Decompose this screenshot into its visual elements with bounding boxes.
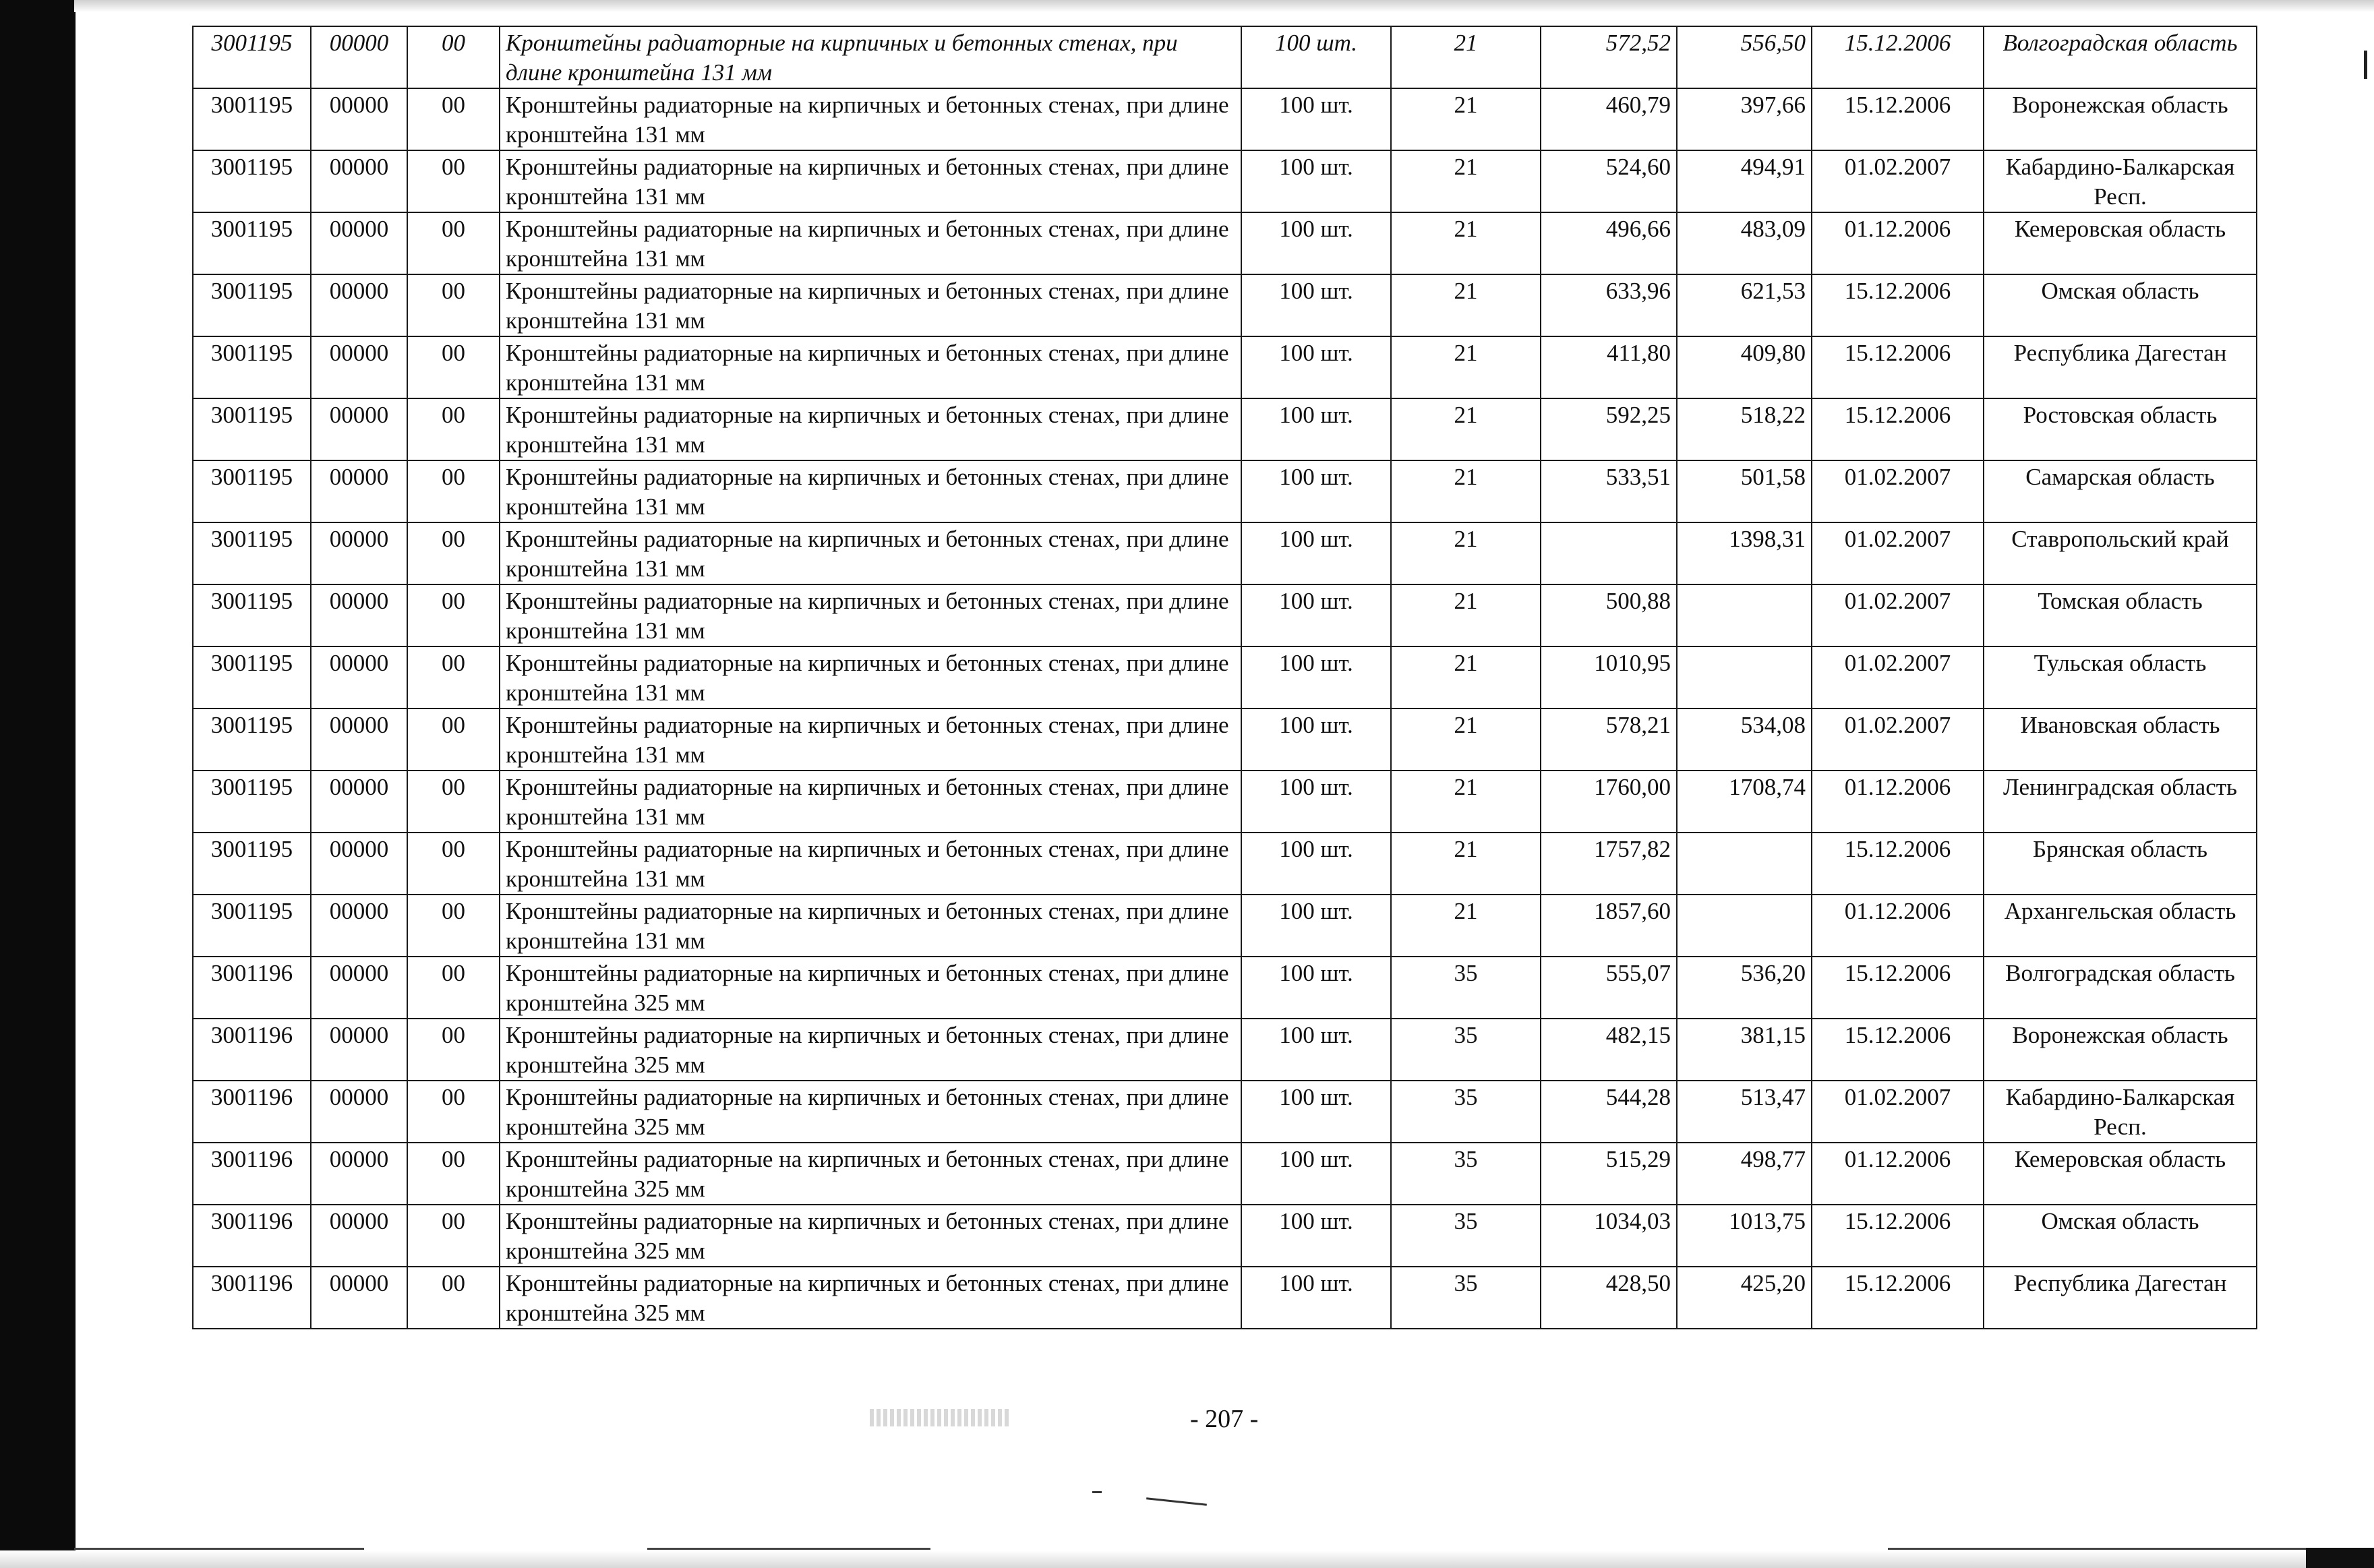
quantity-cell: 35 xyxy=(1391,957,1541,1019)
date-cell: 01.02.2007 xyxy=(1812,584,1984,646)
code-cell: 3001196 xyxy=(193,1019,311,1081)
scan-smudge xyxy=(870,1409,1011,1426)
subcode-cell: 00000 xyxy=(311,1019,407,1081)
region-cell: Кабардино-Балкарская Респ. xyxy=(1984,150,2257,212)
code-cell: 3001196 xyxy=(193,957,311,1019)
unit-cell: 100 шт. xyxy=(1241,1081,1391,1143)
scan-footer-line xyxy=(1888,1548,2306,1550)
code-cell: 3001195 xyxy=(193,833,311,895)
region-cell: Кемеровская область xyxy=(1984,1143,2257,1205)
date-cell: 01.02.2007 xyxy=(1812,646,1984,708)
unit-cell: 100 шт. xyxy=(1241,1267,1391,1329)
code-cell: 3001196 xyxy=(193,1143,311,1205)
date-cell: 01.02.2007 xyxy=(1812,150,1984,212)
price-cell-2: 518,22 xyxy=(1677,398,1812,460)
quantity-cell: 35 xyxy=(1391,1143,1541,1205)
description-cell: Кронштейны радиаторные на кирпичных и бетонных стенах, при длине кронштейна 325 мм xyxy=(500,1267,1241,1329)
price-cell-2: 621,53 xyxy=(1677,274,1812,336)
price-cell-2 xyxy=(1677,833,1812,895)
price-cell-2: 483,09 xyxy=(1677,212,1812,274)
scan-corner-mark xyxy=(2306,1548,2374,1568)
price-cell-2 xyxy=(1677,895,1812,957)
quantity-cell: 35 xyxy=(1391,1205,1541,1267)
price-cell-1: 524,60 xyxy=(1541,150,1677,212)
table-row xyxy=(193,26,2257,88)
price-table xyxy=(192,26,2257,1329)
region-cell: Воронежская область xyxy=(1984,88,2257,150)
quantity-cell: 21 xyxy=(1391,771,1541,833)
price-cell-2: 498,77 xyxy=(1677,1143,1812,1205)
scan-left-edge xyxy=(0,0,76,1568)
unit-cell: 100 шт. xyxy=(1241,150,1391,212)
date-cell: 15.12.2006 xyxy=(1812,1205,1984,1267)
description-cell: Кронштейны радиаторные на кирпичных и бетонных стенах, при длине кронштейна 131 мм xyxy=(500,771,1241,833)
subcode-cell: 00000 xyxy=(311,957,407,1019)
price-cell-1: 572,52 xyxy=(1541,26,1677,88)
date-cell: 01.12.2006 xyxy=(1812,1143,1984,1205)
price-cell-1: 555,07 xyxy=(1541,957,1677,1019)
table-row xyxy=(193,646,2257,708)
price-cell-1: 515,29 xyxy=(1541,1143,1677,1205)
region-cell: Брянская область xyxy=(1984,833,2257,895)
unit-cell: 100 шт. xyxy=(1241,212,1391,274)
region-cell: Волгоградская область xyxy=(1984,26,2257,88)
code-cell: 3001195 xyxy=(193,522,311,584)
date-cell: 01.02.2007 xyxy=(1812,708,1984,771)
region-cell: Республика Дагестан xyxy=(1984,336,2257,398)
description-cell: Кронштейны радиаторные на кирпичных и бетонных стенах, при длине кронштейна 131 мм xyxy=(500,708,1241,771)
table-row xyxy=(193,833,2257,895)
code-cell: 3001196 xyxy=(193,1267,311,1329)
date-cell: 15.12.2006 xyxy=(1812,957,1984,1019)
code-cell: 3001195 xyxy=(193,150,311,212)
quantity-cell: 21 xyxy=(1391,833,1541,895)
number-cell: 00 xyxy=(407,895,500,957)
subcode-cell: 00000 xyxy=(311,212,407,274)
description-cell: Кронштейны радиаторные на кирпичных и бетонных стенах, при длине кронштейна 131 мм xyxy=(500,646,1241,708)
table-row xyxy=(193,522,2257,584)
code-cell: 3001195 xyxy=(193,895,311,957)
region-cell: Омская область xyxy=(1984,1205,2257,1267)
description-cell: Кронштейны радиаторные на кирпичных и бетонных стенах, при длине кронштейна 131 мм xyxy=(500,584,1241,646)
number-cell: 00 xyxy=(407,398,500,460)
quantity-cell: 21 xyxy=(1391,646,1541,708)
unit-cell: 100 шт. xyxy=(1241,584,1391,646)
price-cell-1: 496,66 xyxy=(1541,212,1677,274)
region-cell: Ленинградская область xyxy=(1984,771,2257,833)
region-cell: Архангельская область xyxy=(1984,895,2257,957)
description-cell: Кронштейны радиаторные на кирпичных и бетонных стенах, при длине кронштейна 131 мм xyxy=(500,522,1241,584)
subcode-cell: 00000 xyxy=(311,274,407,336)
unit-cell: 100 шт. xyxy=(1241,833,1391,895)
number-cell: 00 xyxy=(407,274,500,336)
quantity-cell: 21 xyxy=(1391,708,1541,771)
description-cell: Кронштейны радиаторные на кирпичных и бетонных стенах, при длине кронштейна 131 мм xyxy=(500,336,1241,398)
subcode-cell: 00000 xyxy=(311,771,407,833)
number-cell: 00 xyxy=(407,212,500,274)
description-cell: Кронштейны радиаторные на кирпичных и бетонных стенах, при длине кронштейна 325 мм xyxy=(500,1205,1241,1267)
price-cell-2: 1708,74 xyxy=(1677,771,1812,833)
code-cell: 3001195 xyxy=(193,398,311,460)
subcode-cell: 00000 xyxy=(311,150,407,212)
number-cell: 00 xyxy=(407,1205,500,1267)
price-cell-2 xyxy=(1677,584,1812,646)
table-row xyxy=(193,1081,2257,1143)
table-row xyxy=(193,212,2257,274)
date-cell: 15.12.2006 xyxy=(1812,88,1984,150)
quantity-cell: 21 xyxy=(1391,584,1541,646)
price-cell-2: 409,80 xyxy=(1677,336,1812,398)
price-cell-1 xyxy=(1541,522,1677,584)
price-cell-1: 533,51 xyxy=(1541,460,1677,522)
date-cell: 15.12.2006 xyxy=(1812,1019,1984,1081)
description-cell: Кронштейны радиаторные на кирпичных и бетонных стенах, при длине кронштейна 325 мм xyxy=(500,957,1241,1019)
quantity-cell: 21 xyxy=(1391,522,1541,584)
unit-cell: 100 шт. xyxy=(1241,460,1391,522)
table-body xyxy=(193,26,2257,1329)
region-cell: Тульская область xyxy=(1984,646,2257,708)
region-cell: Кабардино-Балкарская Респ. xyxy=(1984,1081,2257,1143)
unit-cell: 100 шт. xyxy=(1241,522,1391,584)
price-cell-1: 500,88 xyxy=(1541,584,1677,646)
region-cell: Ивановская область xyxy=(1984,708,2257,771)
table-row xyxy=(193,584,2257,646)
unit-cell: 100 шт. xyxy=(1241,398,1391,460)
price-cell-2: 397,66 xyxy=(1677,88,1812,150)
quantity-cell: 35 xyxy=(1391,1019,1541,1081)
table-row xyxy=(193,460,2257,522)
number-cell: 00 xyxy=(407,708,500,771)
scan-dash xyxy=(1146,1497,1207,1505)
price-cell-1: 1857,60 xyxy=(1541,895,1677,957)
subcode-cell: 00000 xyxy=(311,1205,407,1267)
date-cell: 01.02.2007 xyxy=(1812,460,1984,522)
code-cell: 3001195 xyxy=(193,88,311,150)
description-cell: Кронштейны радиаторные на кирпичных и бетонных стенах, при длине кронштейна 131 мм xyxy=(500,26,1241,88)
description-cell: Кронштейны радиаторные на кирпичных и бетонных стенах, при длине кронштейна 325 мм xyxy=(500,1143,1241,1205)
description-cell: Кронштейны радиаторные на кирпичных и бетонных стенах, при длине кронштейна 131 мм xyxy=(500,460,1241,522)
scan-footer-line xyxy=(74,1548,364,1550)
table-row xyxy=(193,1205,2257,1267)
code-cell: 3001195 xyxy=(193,584,311,646)
quantity-cell: 21 xyxy=(1391,895,1541,957)
description-cell: Кронштейны радиаторные на кирпичных и бетонных стенах, при длине кронштейна 325 мм xyxy=(500,1081,1241,1143)
price-cell-1: 1034,03 xyxy=(1541,1205,1677,1267)
price-cell-1: 460,79 xyxy=(1541,88,1677,150)
subcode-cell: 00000 xyxy=(311,522,407,584)
price-cell-1: 411,80 xyxy=(1541,336,1677,398)
table-row xyxy=(193,398,2257,460)
price-cell-2: 1013,75 xyxy=(1677,1205,1812,1267)
code-cell: 3001196 xyxy=(193,1205,311,1267)
price-cell-1: 633,96 xyxy=(1541,274,1677,336)
table-row xyxy=(193,1019,2257,1081)
subcode-cell: 00000 xyxy=(311,1143,407,1205)
subcode-cell: 00000 xyxy=(311,1267,407,1329)
page-number: - 207 - xyxy=(1190,1405,1259,1433)
description-cell: Кронштейны радиаторные на кирпичных и бетонных стенах, при длине кронштейна 131 мм xyxy=(500,212,1241,274)
subcode-cell: 00000 xyxy=(311,336,407,398)
number-cell: 00 xyxy=(407,336,500,398)
description-cell: Кронштейны радиаторные на кирпичных и бетонных стенах, при длине кронштейна 131 мм xyxy=(500,274,1241,336)
quantity-cell: 21 xyxy=(1391,336,1541,398)
region-cell: Самарская область xyxy=(1984,460,2257,522)
price-cell-1: 1010,95 xyxy=(1541,646,1677,708)
table-row xyxy=(193,150,2257,212)
unit-cell: 100 шт. xyxy=(1241,957,1391,1019)
code-cell: 3001195 xyxy=(193,646,311,708)
date-cell: 01.12.2006 xyxy=(1812,212,1984,274)
date-cell: 15.12.2006 xyxy=(1812,336,1984,398)
unit-cell: 100 шт. xyxy=(1241,708,1391,771)
scan-top-edge xyxy=(74,0,2374,12)
number-cell: 00 xyxy=(407,1081,500,1143)
price-cell-1: 1757,82 xyxy=(1541,833,1677,895)
price-cell-2: 1398,31 xyxy=(1677,522,1812,584)
description-cell: Кронштейны радиаторные на кирпичных и бетонных стенах, при длине кронштейна 131 мм xyxy=(500,88,1241,150)
price-cell-2: 501,58 xyxy=(1677,460,1812,522)
subcode-cell: 00000 xyxy=(311,398,407,460)
date-cell: 15.12.2006 xyxy=(1812,398,1984,460)
date-cell: 01.02.2007 xyxy=(1812,1081,1984,1143)
quantity-cell: 21 xyxy=(1391,398,1541,460)
region-cell: Омская область xyxy=(1984,274,2257,336)
quantity-cell: 35 xyxy=(1391,1081,1541,1143)
table-row xyxy=(193,274,2257,336)
number-cell: 00 xyxy=(407,150,500,212)
date-cell: 01.12.2006 xyxy=(1812,771,1984,833)
scan-right-mark xyxy=(2364,51,2367,79)
scan-bottom-edge xyxy=(0,1550,2374,1568)
unit-cell: 100 шт. xyxy=(1241,26,1391,88)
unit-cell: 100 шт. xyxy=(1241,1205,1391,1267)
code-cell: 3001195 xyxy=(193,26,311,88)
number-cell: 00 xyxy=(407,1267,500,1329)
price-cell-2: 536,20 xyxy=(1677,957,1812,1019)
region-cell: Волгоградская область xyxy=(1984,957,2257,1019)
subcode-cell: 00000 xyxy=(311,895,407,957)
code-cell: 3001195 xyxy=(193,274,311,336)
code-cell: 3001195 xyxy=(193,708,311,771)
price-cell-2: 381,15 xyxy=(1677,1019,1812,1081)
unit-cell: 100 шт. xyxy=(1241,646,1391,708)
quantity-cell: 35 xyxy=(1391,1267,1541,1329)
price-cell-1: 592,25 xyxy=(1541,398,1677,460)
description-cell: Кронштейны радиаторные на кирпичных и бетонных стенах, при длине кронштейна 325 мм xyxy=(500,1019,1241,1081)
number-cell: 00 xyxy=(407,522,500,584)
quantity-cell: 21 xyxy=(1391,88,1541,150)
unit-cell: 100 шт. xyxy=(1241,88,1391,150)
number-cell: 00 xyxy=(407,833,500,895)
description-cell: Кронштейны радиаторные на кирпичных и бетонных стенах, при длине кронштейна 131 мм xyxy=(500,398,1241,460)
subcode-cell: 00000 xyxy=(311,88,407,150)
subcode-cell: 00000 xyxy=(311,584,407,646)
region-cell: Ростовская область xyxy=(1984,398,2257,460)
subcode-cell: 00000 xyxy=(311,646,407,708)
code-cell: 3001195 xyxy=(193,771,311,833)
date-cell: 01.12.2006 xyxy=(1812,895,1984,957)
region-cell: Кемеровская область xyxy=(1984,212,2257,274)
code-cell: 3001195 xyxy=(193,336,311,398)
quantity-cell: 21 xyxy=(1391,274,1541,336)
date-cell: 15.12.2006 xyxy=(1812,1267,1984,1329)
table-row xyxy=(193,895,2257,957)
number-cell: 00 xyxy=(407,88,500,150)
code-cell: 3001195 xyxy=(193,212,311,274)
table-row xyxy=(193,957,2257,1019)
subcode-cell: 00000 xyxy=(311,26,407,88)
date-cell: 01.02.2007 xyxy=(1812,522,1984,584)
region-cell: Воронежская область xyxy=(1984,1019,2257,1081)
price-cell-1: 578,21 xyxy=(1541,708,1677,771)
price-cell-1: 544,28 xyxy=(1541,1081,1677,1143)
scan-dash xyxy=(1092,1491,1102,1493)
number-cell: 00 xyxy=(407,460,500,522)
price-cell-2: 425,20 xyxy=(1677,1267,1812,1329)
code-cell: 3001196 xyxy=(193,1081,311,1143)
subcode-cell: 00000 xyxy=(311,833,407,895)
price-cell-2: 494,91 xyxy=(1677,150,1812,212)
date-cell: 15.12.2006 xyxy=(1812,274,1984,336)
subcode-cell: 00000 xyxy=(311,460,407,522)
number-cell: 00 xyxy=(407,584,500,646)
scan-footer-line xyxy=(647,1548,930,1550)
unit-cell: 100 шт. xyxy=(1241,274,1391,336)
description-cell: Кронштейны радиаторные на кирпичных и бетонных стенах, при длине кронштейна 131 мм xyxy=(500,833,1241,895)
quantity-cell: 21 xyxy=(1391,212,1541,274)
price-cell-2: 556,50 xyxy=(1677,26,1812,88)
subcode-cell: 00000 xyxy=(311,708,407,771)
number-cell: 00 xyxy=(407,26,500,88)
unit-cell: 100 шт. xyxy=(1241,895,1391,957)
price-cell-1: 428,50 xyxy=(1541,1267,1677,1329)
price-cell-2: 513,47 xyxy=(1677,1081,1812,1143)
table-row xyxy=(193,1143,2257,1205)
unit-cell: 100 шт. xyxy=(1241,771,1391,833)
subcode-cell: 00000 xyxy=(311,1081,407,1143)
code-cell: 3001195 xyxy=(193,460,311,522)
number-cell: 00 xyxy=(407,771,500,833)
table-row xyxy=(193,771,2257,833)
table-row xyxy=(193,336,2257,398)
date-cell: 15.12.2006 xyxy=(1812,833,1984,895)
price-cell-2: 534,08 xyxy=(1677,708,1812,771)
region-cell: Ставропольский край xyxy=(1984,522,2257,584)
quantity-cell: 21 xyxy=(1391,460,1541,522)
number-cell: 00 xyxy=(407,646,500,708)
price-cell-1: 482,15 xyxy=(1541,1019,1677,1081)
description-cell: Кронштейны радиаторные на кирпичных и бетонных стенах, при длине кронштейна 131 мм xyxy=(500,895,1241,957)
number-cell: 00 xyxy=(407,957,500,1019)
region-cell: Томская область xyxy=(1984,584,2257,646)
unit-cell: 100 шт. xyxy=(1241,1143,1391,1205)
description-cell: Кронштейны радиаторные на кирпичных и бетонных стенах, при длине кронштейна 131 мм xyxy=(500,150,1241,212)
unit-cell: 100 шт. xyxy=(1241,336,1391,398)
table-row xyxy=(193,88,2257,150)
date-cell: 15.12.2006 xyxy=(1812,26,1984,88)
table-row xyxy=(193,708,2257,771)
region-cell: Республика Дагестан xyxy=(1984,1267,2257,1329)
price-cell-2 xyxy=(1677,646,1812,708)
quantity-cell: 21 xyxy=(1391,26,1541,88)
number-cell: 00 xyxy=(407,1143,500,1205)
quantity-cell: 21 xyxy=(1391,150,1541,212)
table-row xyxy=(193,1267,2257,1329)
unit-cell: 100 шт. xyxy=(1241,1019,1391,1081)
price-cell-1: 1760,00 xyxy=(1541,771,1677,833)
number-cell: 00 xyxy=(407,1019,500,1081)
